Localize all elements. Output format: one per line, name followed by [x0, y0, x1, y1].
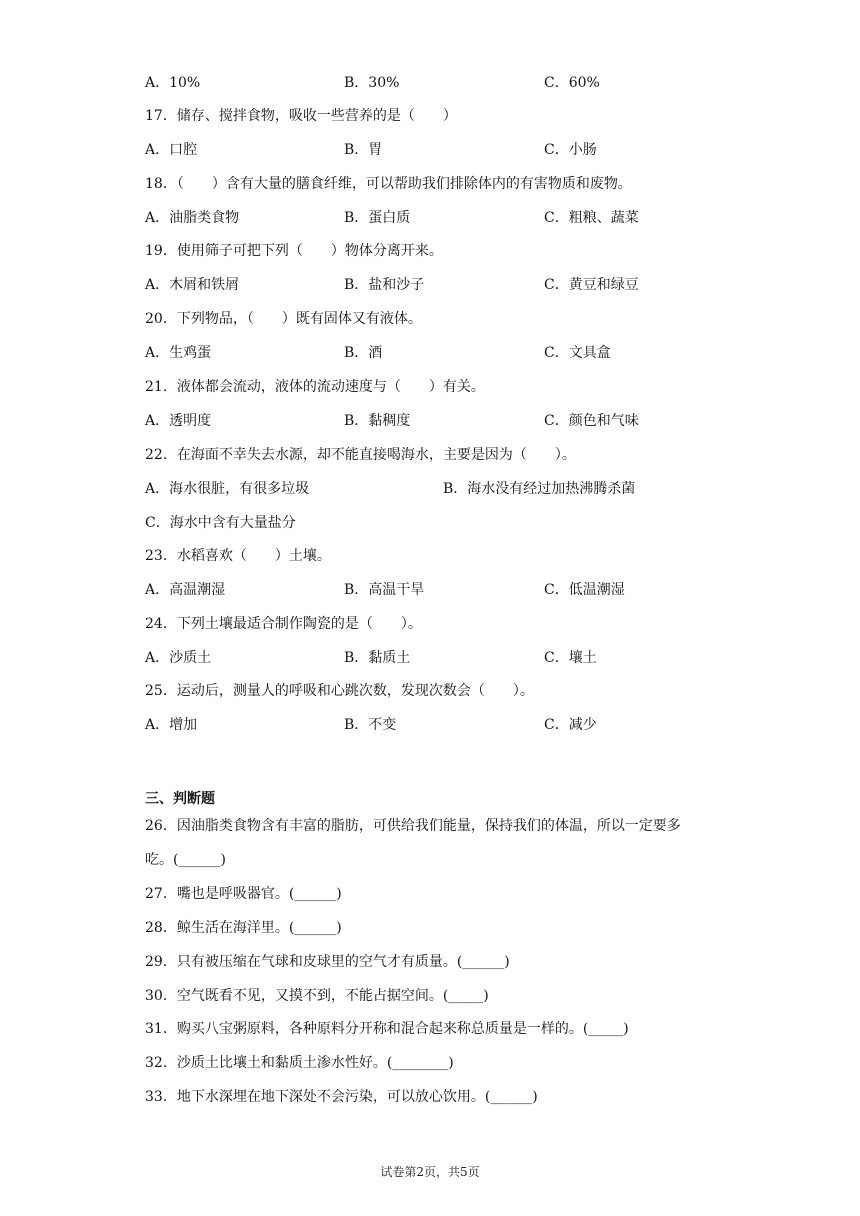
- q25-option-c: C．减少: [544, 717, 597, 733]
- q25-option-b: B．不变: [344, 717, 397, 733]
- q21-option-c: C．颜色和气味: [544, 413, 639, 429]
- q20-option-b: B．酒: [344, 345, 383, 361]
- q17-option-a: A．口腔: [145, 142, 198, 158]
- q22-option-c: C．海水中含有大量盐分: [145, 515, 296, 531]
- q19-option-b: B．盐和沙子: [344, 277, 425, 293]
- q17-option-b: B．胃: [344, 142, 383, 158]
- q31-text: 31．购买八宝粥原料，各种原料分开称和混合起来称总质量是一样的。(_____): [145, 1021, 629, 1037]
- q18-text: 18．（ ）含有大量的膳食纤维，可以帮助我们排除体内的有害物质和废物。: [145, 176, 632, 192]
- q21-option-b: B．黏稠度: [344, 413, 411, 429]
- q22-option-a: A．海水很脏，有很多垃圾: [145, 481, 310, 497]
- q26-text-line2: 吃。(______): [145, 852, 226, 868]
- q18-option-c: C．粗粮、蔬菜: [544, 210, 639, 226]
- q18-option-b: B．蛋白质: [344, 210, 411, 226]
- q21-text: 21．液体都会流动，液体的流动速度与（ ）有关。: [145, 379, 485, 395]
- q19-option-a: A．木屑和铁屑: [145, 277, 240, 293]
- q16-option-a: A．10%: [145, 75, 201, 91]
- q19-option-c: C．黄豆和绿豆: [544, 277, 639, 293]
- q20-option-a: A．生鸡蛋: [145, 345, 212, 361]
- q23-option-b: B．高温干旱: [344, 582, 425, 598]
- q28-text: 28．鲸生活在海洋里。(______): [145, 920, 342, 936]
- q30-text: 30．空气既看不见，又摸不到，不能占据空间。(_____): [145, 988, 489, 1004]
- q25-option-a: A．增加: [145, 717, 198, 733]
- q24-text: 24．下列土壤最适合制作陶瓷的是（ ）。: [145, 616, 422, 632]
- q21-option-a: A．透明度: [145, 413, 212, 429]
- q17-option-c: C．小肠: [544, 142, 597, 158]
- q23-option-c: C．低温潮湿: [544, 582, 625, 598]
- q24-option-b: B．黏质土: [344, 650, 411, 666]
- q24-option-c: C．壤土: [544, 650, 597, 666]
- q32-text: 32．沙质土比壤土和黏质土渗水性好。(________): [145, 1055, 454, 1071]
- q18-option-a: A．油脂类食物: [145, 210, 240, 226]
- q24-option-a: A．沙质土: [145, 650, 212, 666]
- q16-option-c: C．60%: [544, 75, 600, 91]
- q27-text: 27．嘴也是呼吸器官。(______): [145, 886, 342, 902]
- q22-option-b: B．海水没有经过加热沸腾杀菌: [443, 481, 636, 497]
- q29-text: 29．只有被压缩在气球和皮球里的空气才有质量。(______): [145, 954, 510, 970]
- q20-option-c: C．文具盒: [544, 345, 611, 361]
- section-title-true-false: 三、判断题: [145, 791, 215, 807]
- q25-text: 25．运动后，测量人的呼吸和心跳次数，发现次数会（ ）。: [145, 683, 534, 699]
- q33-text: 33．地下水深埋在地下深处不会污染，可以放心饮用。(______): [145, 1089, 538, 1105]
- q19-text: 19．使用筛子可把下列（ ）物体分离开来。: [145, 243, 443, 259]
- q20-text: 20．下列物品，（ ）既有固体又有液体。: [145, 311, 422, 327]
- q22-text: 22．在海面不幸失去水源，却不能直接喝海水，主要是因为（ ）。: [145, 447, 576, 463]
- q26-text-line1: 26．因油脂类食物含有丰富的脂肪，可供给我们能量，保持我们的体温，所以一定要多: [145, 818, 681, 834]
- q17-text: 17．储存、搅拌食物，吸收一些营养的是（ ）: [145, 108, 457, 124]
- page-footer: 试卷第2页，共5页: [380, 1165, 480, 1179]
- q23-text: 23．水稻喜欢（ ）土壤。: [145, 548, 331, 564]
- q16-option-b: B．30%: [344, 75, 400, 91]
- q23-option-a: A．高温潮湿: [145, 582, 226, 598]
